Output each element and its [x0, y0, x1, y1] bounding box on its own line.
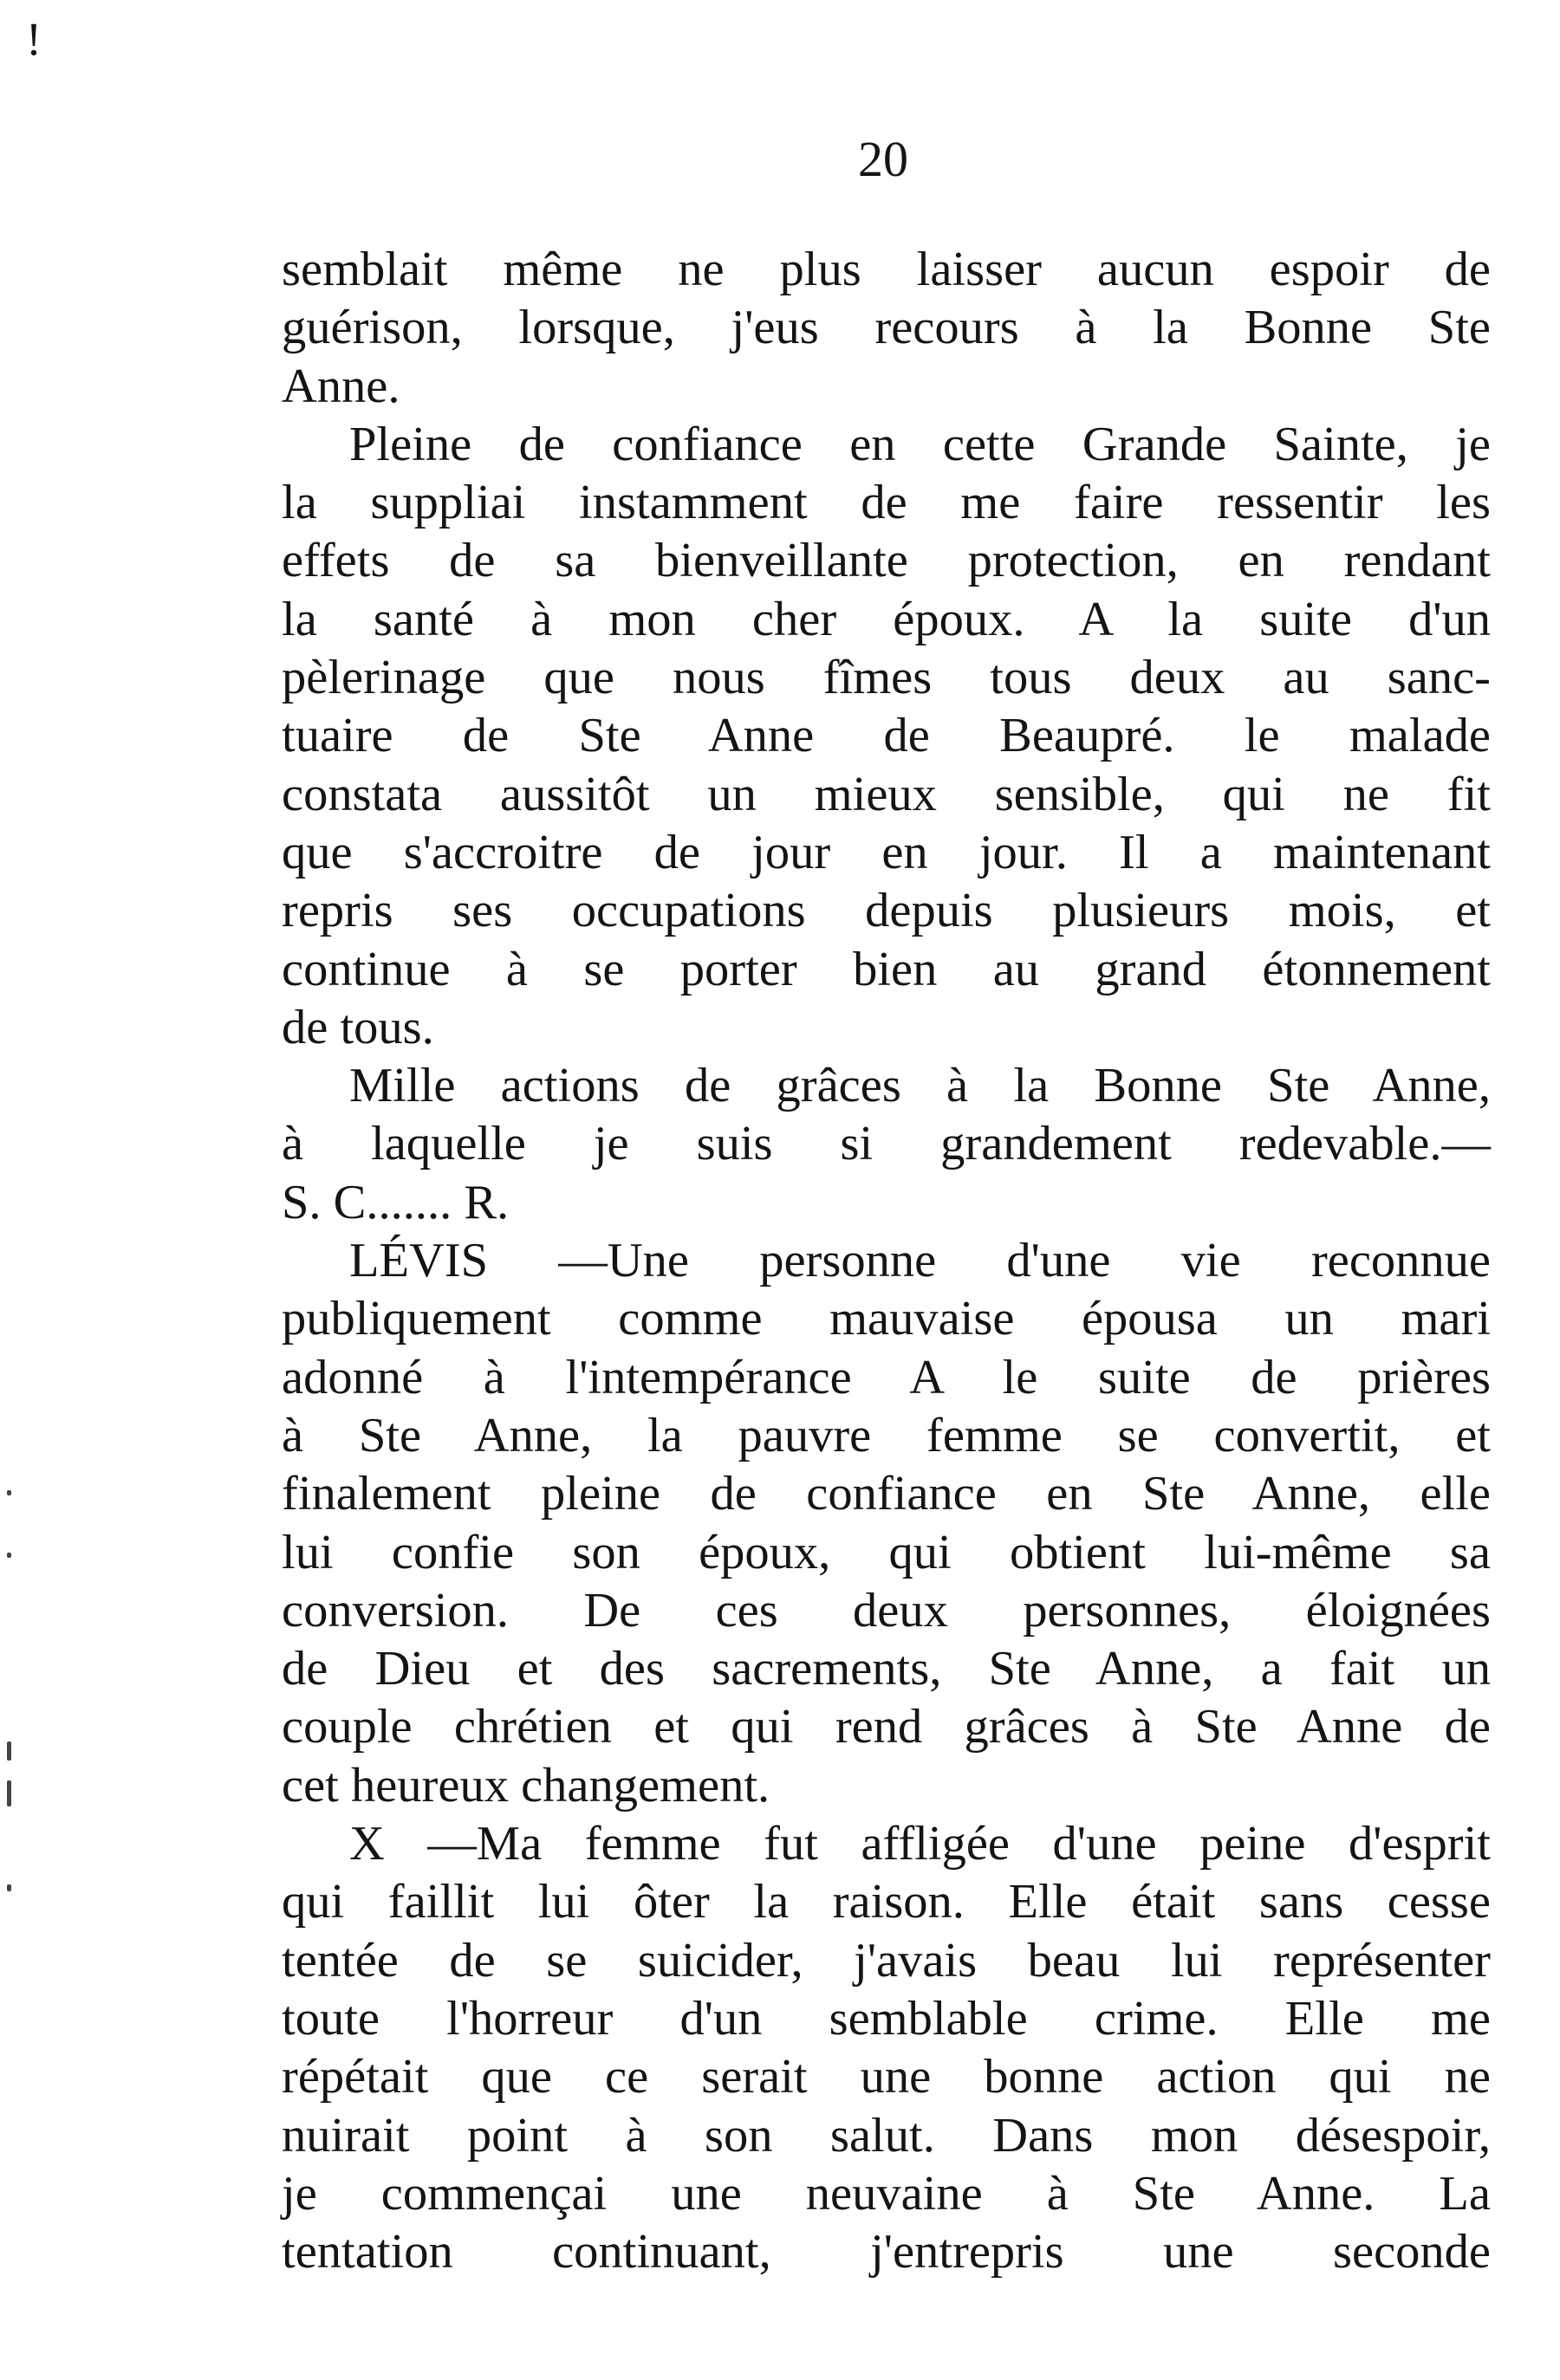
- page-number: 20: [858, 131, 908, 187]
- text-line: qui faillit lui ôter la raison. Elle était sans cesse: [282, 1875, 1491, 1929]
- paragraph-start-line: Pleine de confiance en cette Grande Sainte, je: [349, 417, 1491, 471]
- text-line: adonné à l'intempérance A le suite de prières: [282, 1350, 1491, 1404]
- text-line: toute l'horreur d'un semblable crime. Elle me: [282, 1991, 1491, 2046]
- margin-speck: [7, 1553, 11, 1558]
- margin-mark: !: [26, 13, 42, 65]
- body-text: [282, 241, 1491, 2281]
- margin-speck: [7, 1741, 11, 1761]
- paragraph-start-line: LÉVIS —Une personne d'une vie reconnue: [349, 1234, 1491, 1288]
- text-line: guérison, lorsque, j'eus recours à la Bonne Ste: [282, 301, 1491, 355]
- text-line: conversion. De ces deux personnes, éloignées: [282, 1583, 1491, 1637]
- text-line: la suppliai instamment de me faire ressentir les: [282, 476, 1491, 530]
- text-line: répétait que ce serait une bonne action qui ne: [282, 2050, 1491, 2104]
- text-line: cet heureux changement.: [282, 1758, 770, 1813]
- text-line: de Dieu et des sacrements, Ste Anne, a fait un: [282, 1642, 1491, 1696]
- margin-speck: [7, 1780, 11, 1806]
- text-line: à laquelle je suis si grandement redevable.—: [282, 1117, 1491, 1171]
- text-line: repris ses occupations depuis plusieurs mois, et: [282, 884, 1491, 938]
- text-line: tuaire de Ste Anne de Beaupré. le malade: [282, 709, 1491, 763]
- text-line: la santé à mon cher époux. A la suite d'un: [282, 592, 1491, 646]
- text-line: tentée de se suicider, j'avais beau lui représenter: [282, 1933, 1491, 1988]
- paragraph-start-line: Mille actions de grâces à la Bonne Ste Anne,: [349, 1059, 1491, 1113]
- text-line: à Ste Anne, la pauvre femme se convertit, et: [282, 1408, 1491, 1462]
- text-line: semblait même ne plus laisser aucun espoir de: [282, 243, 1491, 296]
- text-line: couple chrétien et qui rend grâces à Ste Anne de: [282, 1700, 1491, 1754]
- text-line: Anne.: [282, 359, 400, 413]
- paragraph-start-line: X —Ma femme fut affligée d'une peine d'esprit: [349, 1817, 1491, 1871]
- text-line: je commençai une neuvaine à Ste Anne. La: [282, 2166, 1491, 2221]
- text-line: publiquement comme mauvaise épousa un mari: [282, 1292, 1491, 1346]
- text-line: de tous.: [282, 1000, 434, 1054]
- text-line: finalement pleine de confiance en Ste Anne, elle: [282, 1467, 1491, 1521]
- text-line: pèlerinage que nous fîmes tous deux au sanc-: [282, 651, 1491, 705]
- text-line: constata aussitôt un mieux sensible, qui ne fit: [282, 767, 1491, 821]
- text-line: continue à se porter bien au grand étonnement: [282, 942, 1491, 996]
- text-line: que s'accroitre de jour en jour. Il a maintenant: [282, 825, 1491, 879]
- signature-line: S. C....... R.: [282, 1175, 510, 1229]
- margin-speck: [7, 1490, 11, 1495]
- text-line: nuirait point à son salut. Dans mon désespoir,: [282, 2108, 1491, 2163]
- text-line: lui confie son époux, qui obtient lui-même sa: [282, 1525, 1491, 1579]
- text-line: effets de sa bienveillante protection, en rendant: [282, 534, 1491, 588]
- text-line: tentation continuant, j'entrepris une seconde: [282, 2225, 1491, 2279]
- margin-speck: [7, 1884, 11, 1891]
